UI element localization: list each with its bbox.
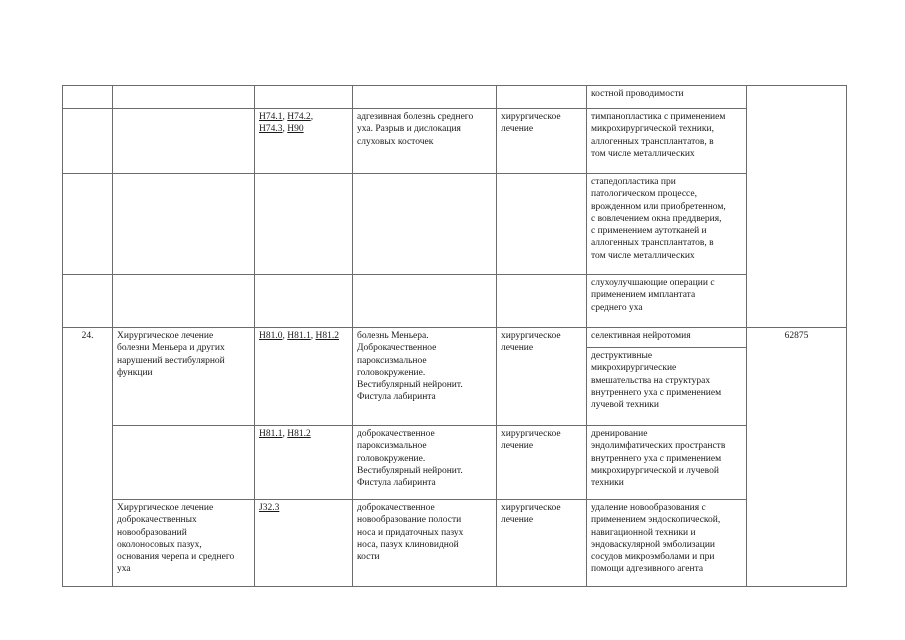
table-row: [63, 426, 847, 500]
disease-text: доброкачественное новообразование полости носа и придаточных пазух носа, пазух клиновидной кости: [357, 503, 464, 563]
table-row: [63, 174, 847, 275]
cell-method: [587, 86, 747, 109]
table-row: [63, 500, 847, 587]
disease-text: адгезивная болезнь среднего уха. Разрыв и дислокация слуховых косточек: [357, 112, 474, 147]
code-link[interactable]: H81.2: [315, 331, 339, 341]
treatment-text: хирургическое лечение: [501, 331, 561, 354]
cell-name: [113, 86, 255, 109]
code-link[interactable]: H90: [287, 124, 304, 135]
treatment-text: хирургическое лечение: [501, 112, 561, 135]
cell-disease: [353, 275, 497, 328]
code-link[interactable]: H81.1: [287, 331, 311, 341]
cell-treatment: [497, 275, 587, 328]
table-row: [63, 109, 847, 174]
table-row: [63, 86, 847, 109]
cell-codes: H74.1, H74.2, H74.3, H90: [255, 109, 353, 174]
code-link[interactable]: H81.1: [259, 429, 283, 439]
cell-disease: [353, 328, 497, 426]
cell-disease: [353, 500, 497, 587]
cell-cost: [747, 86, 847, 328]
cell-name: [113, 500, 255, 587]
table-row: [63, 275, 847, 328]
method-text: деструктивные микрохирургические вмешательства на структурах внутреннего уха с применением лучевой техники: [591, 351, 722, 411]
cell-method: [587, 174, 747, 275]
cost-value: 62875: [784, 331, 809, 341]
cell-name: [113, 426, 255, 500]
treatment-text: хирургическое лечение: [501, 429, 561, 452]
code-link[interactable]: H74.1: [259, 112, 283, 122]
cell-method: [587, 275, 747, 328]
cell-codes: [255, 86, 353, 109]
cell-treatment: [497, 109, 587, 174]
procedure-name: Хирургическое лечение болезни Меньера и других нарушений вестибулярной функции: [117, 331, 225, 378]
cell-treatment: [497, 500, 587, 587]
cell-number: [63, 174, 113, 275]
cell-treatment: [497, 86, 587, 109]
method-text: дренирование эндолимфатических пространств внутреннего уха с применением микрохирургической и лучевой техники: [591, 429, 726, 489]
method-text: удаление новообразования с применением эндоскопической, навигационной техники и эндоваскулярной эмболизации сосудов микроэмболами и при помощи адгезивного агента: [591, 503, 721, 575]
method-text: тимпанопластика с применением микрохирургической техники, аллогенных трансплантатов, в том числе металлических: [591, 112, 726, 159]
cell-method: [587, 348, 747, 426]
code-link[interactable]: J32.3: [259, 503, 280, 513]
procedure-name: Хирургическое лечение доброкачественных новообразований околоносовых пазух, основания черепа и среднего уха: [117, 503, 235, 575]
cell-treatment: [497, 426, 587, 500]
cell-codes: [255, 275, 353, 328]
cell-cost: [747, 328, 847, 587]
cell-method: [587, 109, 747, 174]
cell-codes: [255, 174, 353, 275]
cell-disease: [353, 86, 497, 109]
cell-number: [63, 275, 113, 328]
cell-disease: [353, 174, 497, 275]
cell-codes: [255, 500, 353, 587]
code-link[interactable]: H81.0: [259, 331, 283, 341]
treatment-text: хирургическое лечение: [501, 503, 561, 526]
method-text: слухоулучшающие операции с применением имплантата среднего уха: [591, 278, 715, 313]
disease-text: доброкачественное пароксизмальное головокружение. Вестибулярный нейронит. Фистула лабиринта: [357, 429, 463, 489]
cell-treatment: [497, 174, 587, 275]
cell-method: [587, 500, 747, 587]
table-row: [63, 328, 847, 348]
cell-number: [63, 109, 113, 174]
cell-disease: [353, 426, 497, 500]
cell-name: [113, 328, 255, 426]
code-link[interactable]: H81.2: [287, 429, 311, 439]
cell-codes: H81.1, H81.2: [255, 426, 353, 500]
cell-method: [587, 426, 747, 500]
cell-number: [63, 328, 113, 587]
code-link[interactable]: H74.2: [287, 112, 311, 122]
cell-method: [587, 328, 747, 348]
treatment-table: [62, 85, 847, 587]
item-number: 24.: [81, 331, 94, 341]
cell-name: [113, 109, 255, 174]
cell-codes: H81.0, H81.1, H81.2: [255, 328, 353, 426]
disease-text: болезнь Меньера. Доброкачественное пароксизмальное головокружение. Вестибулярный нейронит. Фистула лабиринта: [357, 331, 463, 403]
method-text: стапедопластика при патологическом процессе, врожденном или приобретенном, с вовлечением окна преддверия, с применением аутотканей и аллогенных трансплантатов, в том числе металлических: [591, 177, 726, 261]
cell-name: [113, 275, 255, 328]
code-link[interactable]: H74.3: [259, 124, 283, 135]
method-text: костной проводимости: [591, 89, 684, 99]
cell-number: [63, 86, 113, 109]
cell-treatment: [497, 328, 587, 426]
cell-name: [113, 174, 255, 275]
cell-disease: [353, 109, 497, 174]
method-text: селективная нейротомия: [591, 331, 691, 341]
